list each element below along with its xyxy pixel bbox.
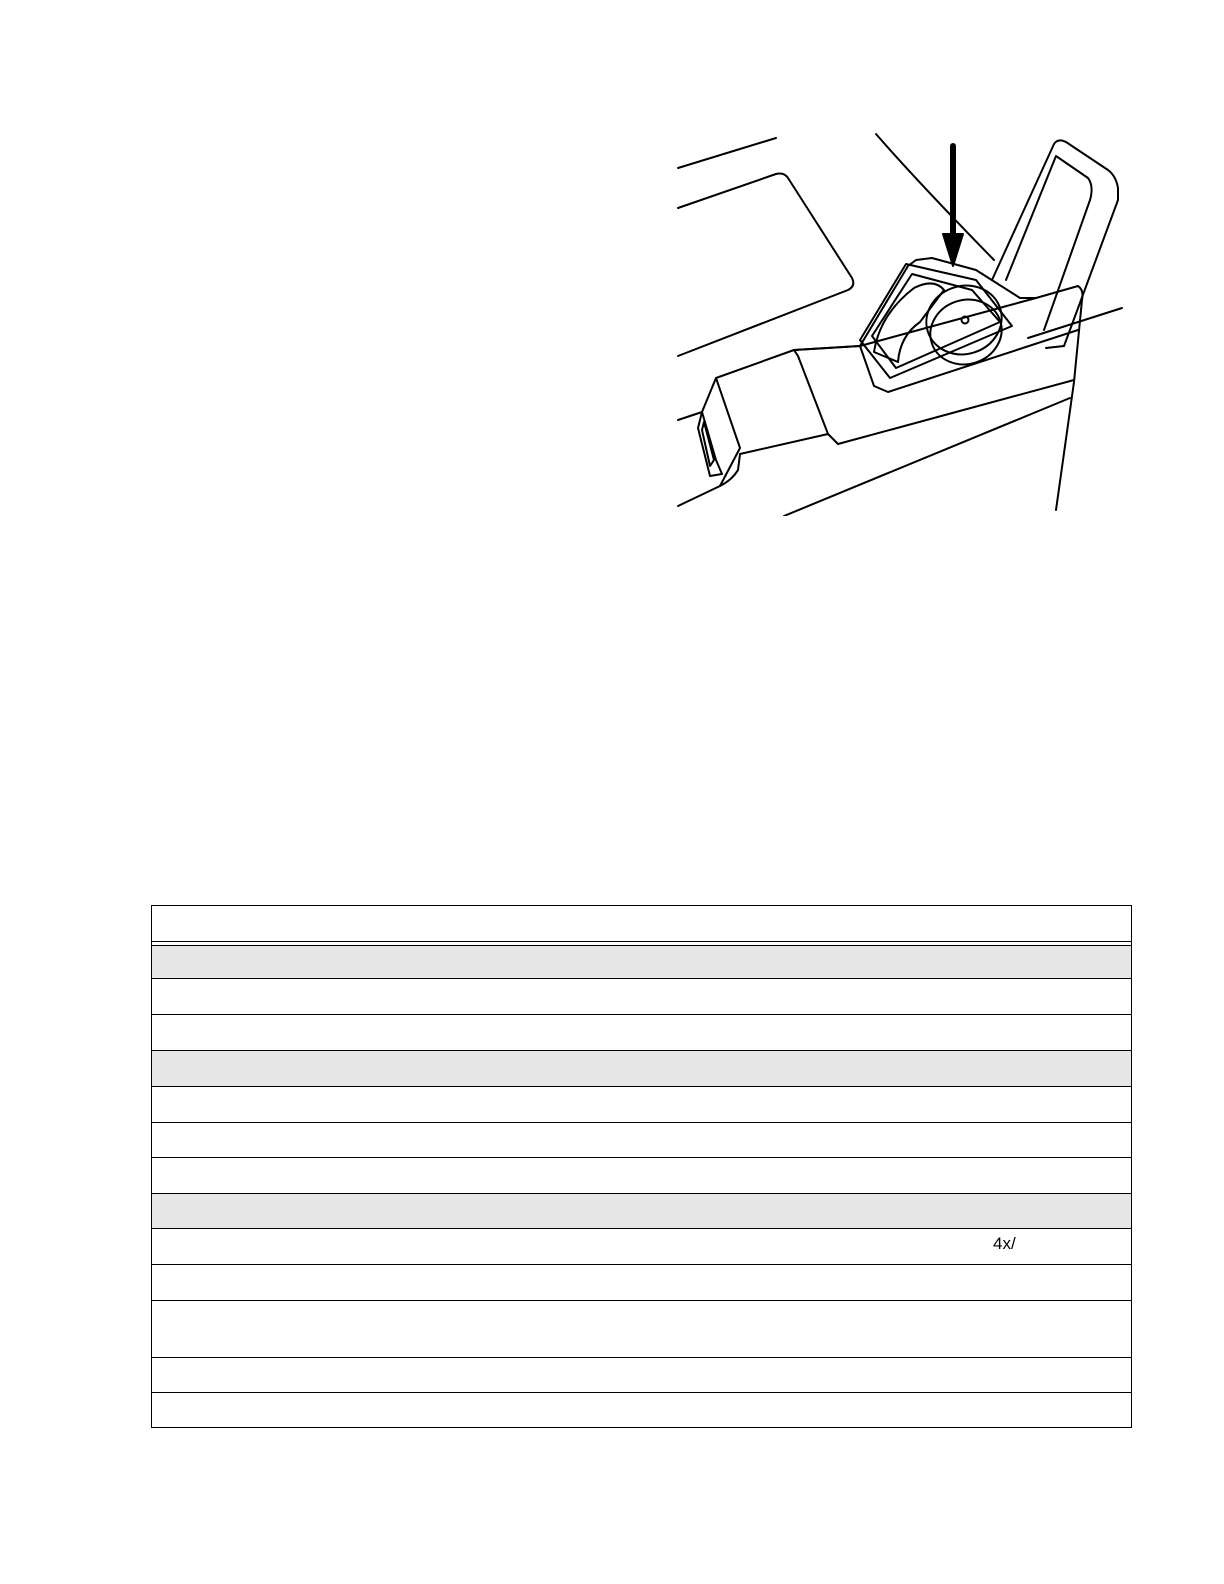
spec-table	[151, 905, 1132, 1428]
table-row	[152, 1015, 1131, 1051]
cover-lip	[876, 134, 994, 260]
table-row	[152, 979, 1131, 1015]
hinged-cover	[992, 140, 1118, 348]
cover-lip-right	[1028, 308, 1122, 338]
device-illustration	[676, 130, 1128, 516]
center-plate-edge	[860, 330, 1078, 392]
device-top-panel	[678, 174, 853, 357]
table-row	[152, 1051, 1131, 1087]
table-row	[152, 1265, 1131, 1301]
table-row	[152, 1301, 1131, 1358]
device-lid-outline	[678, 138, 776, 168]
table-row	[152, 1158, 1131, 1194]
table-row	[152, 1123, 1131, 1158]
table-row	[152, 1393, 1131, 1427]
table-cell-frequency: 4x/	[993, 1234, 1016, 1253]
table-row	[152, 946, 1131, 979]
knob-top	[917, 276, 1010, 364]
center-plate	[794, 258, 1036, 350]
device-bottom-edge	[784, 398, 1070, 516]
device-body-edge	[794, 286, 1083, 510]
table-row	[152, 1194, 1131, 1229]
table-row	[152, 1358, 1131, 1393]
table-row	[152, 1229, 1131, 1265]
table-row	[152, 1087, 1131, 1123]
table-header-row	[152, 906, 1131, 942]
